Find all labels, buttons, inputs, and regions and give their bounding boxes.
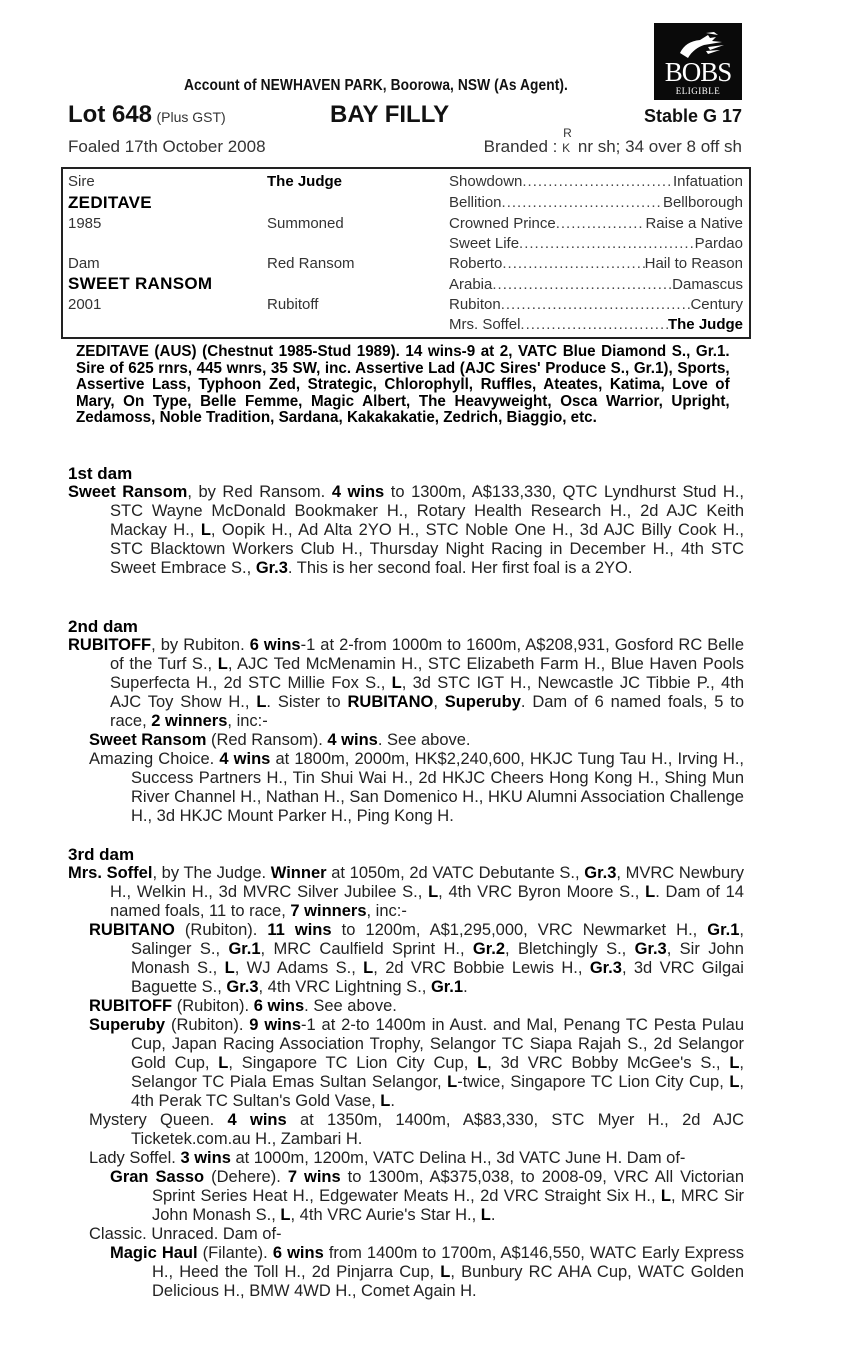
gen3-dam: The Judge bbox=[667, 316, 743, 333]
pedigree-gen3-row bbox=[449, 172, 743, 192]
listed-badge: L bbox=[363, 959, 374, 977]
listed-badge: L bbox=[477, 1054, 488, 1072]
bobs-eligible-logo bbox=[654, 23, 742, 100]
horse-name: Magic Haul bbox=[110, 1244, 198, 1262]
brand-mark-bottom: K bbox=[562, 141, 571, 155]
pedigree-gen3-row bbox=[449, 234, 743, 254]
listed-badge: L bbox=[224, 959, 235, 977]
sibling-name: Superuby bbox=[444, 693, 521, 711]
listed-badge: L bbox=[440, 1263, 451, 1281]
branded-details: nr sh; 34 over 8 off sh bbox=[577, 137, 742, 156]
wins-count: 9 wins bbox=[249, 1016, 301, 1034]
foal-entry: RUBITOFF (Rubiton). 6 wins. See above. bbox=[89, 997, 397, 1015]
gen3-sire: Sweet Life bbox=[449, 235, 520, 252]
sire-label: Sire bbox=[68, 173, 95, 190]
group-badge: Gr.3 bbox=[255, 559, 288, 577]
horse-name: Superuby bbox=[89, 1016, 166, 1034]
wins-count: 4 wins bbox=[327, 731, 378, 749]
gen3-sire: Arabia bbox=[449, 276, 493, 293]
gen3-dam: Hail to Reason bbox=[644, 255, 743, 272]
group-badge: Gr.3 bbox=[584, 864, 617, 882]
foaled-date: Foaled 17th October 2008 bbox=[68, 137, 266, 156]
wins-count: 4 wins bbox=[219, 750, 271, 768]
wins-count: 4 wins bbox=[227, 1111, 287, 1129]
sire-name: ZEDITAVE bbox=[68, 193, 152, 212]
horse-name: RUBITANO bbox=[89, 921, 175, 939]
wins-count: 6 wins bbox=[272, 1244, 324, 1262]
foal-entry: Amazing Choice. 4 wins at 1800m, 2000m, HK$2,240,600, HKJC Tung Tau H., Irving H., Success Partners H., Tin Shui Wai H., 2d HKJC Cheers Hong Kong H., Shing Mun River Channel H., Nathan H., San Domenico H., HKU Alumni Association Challenge H., 3d HKJC Mount Parker H., Ping Kong H. bbox=[89, 750, 744, 825]
gen3-dam: Raise a Native bbox=[645, 215, 743, 232]
pedigree-gen3-row bbox=[449, 295, 743, 315]
leader-dots bbox=[519, 234, 695, 254]
lot-number bbox=[68, 101, 226, 129]
pedigree-table bbox=[61, 167, 751, 339]
pedigree-gen3-row bbox=[449, 193, 743, 213]
listed-badge: L bbox=[729, 1073, 740, 1091]
pedigree-gen3-row bbox=[449, 275, 743, 295]
winners-count: 7 winners bbox=[290, 902, 367, 920]
gen3-dam: Bellborough bbox=[662, 194, 743, 211]
section-heading: 2nd dam bbox=[68, 617, 138, 636]
horse-name: Classic. Unraced. Dam of- bbox=[89, 1225, 282, 1243]
wins-count: 11 wins bbox=[267, 921, 332, 939]
pedigree-gen3-row bbox=[449, 254, 743, 274]
horse-name: RUBITOFF bbox=[68, 636, 152, 654]
section-heading: 1st dam bbox=[68, 464, 133, 483]
leader-dots bbox=[501, 295, 691, 315]
horse-name: Sweet Ransom bbox=[68, 483, 188, 501]
sibling-name: RUBITANO bbox=[347, 693, 434, 711]
leader-dots bbox=[556, 214, 646, 234]
group-badge: Gr.3 bbox=[226, 978, 259, 996]
gen3-dam: Century bbox=[690, 296, 743, 313]
logo-subtitle: ELIGIBLE bbox=[675, 86, 721, 96]
listed-badge: L bbox=[447, 1073, 458, 1091]
wins-count: 6 wins bbox=[249, 636, 301, 654]
wins-count: 7 wins bbox=[287, 1168, 341, 1186]
horse-name: Mystery Queen. bbox=[89, 1111, 228, 1129]
listed-badge: L bbox=[218, 1054, 229, 1072]
vendor-account: Account of NEWHAVEN PARK, Boorowa, NSW (As Agent). bbox=[184, 77, 568, 94]
group-badge: Gr.2 bbox=[472, 940, 505, 958]
foal-entry: Mystery Queen. 4 wins at 1350m, 1400m, A$83,330, STC Myer H., 2d AJC Ticketek.com.au H., Zambari H. bbox=[89, 1111, 744, 1148]
horse-name: Gran Sasso bbox=[110, 1168, 205, 1186]
dam-entry: Mrs. Soffel, by The Judge. Winner at 1050m, 2d VATC Debutante S., Gr.3, MVRC Newbury H., Welkin H., 3d MVRC Silver Jubilee S., L, 4th VRC Byron Moore S., L. Dam of 14 named foals, 11 to race, 7 winners, inc:- bbox=[68, 864, 744, 920]
group-badge: Gr.3 bbox=[589, 959, 622, 977]
horse-name: Sweet Ransom bbox=[89, 731, 207, 749]
horse-name: RUBITOFF bbox=[89, 997, 173, 1015]
listed-badge: L bbox=[729, 1054, 740, 1072]
leader-dots bbox=[520, 315, 668, 335]
group-badge: Gr.1 bbox=[707, 921, 740, 939]
dam-entry: Sweet Ransom, by Red Ransom. 4 wins to 1300m, A$133,330, QTC Lyndhurst Stud H., STC Wayne McDonald Bookmaker H., Rotary Health Research H., 2d AJC Keith Mackay H., L, Oopik H., Ad Alta 2YO H., STC Noble One H., 3d AJC Billy Cook H., STC Blacktown Workers Club H., Thursday Night Racing in December H., 4th STC Sweet Embrace S., Gr.3. This is her second foal. Her first foal is a 2YO. bbox=[68, 483, 745, 577]
foal-entry: Superuby (Rubiton). 9 wins-1 at 2-to 1400m in Aust. and Mal, Penang TC Pesta Pulau Cup, Japan Racing Association Trophy, Selangor TC Siapa Rajah S., 2d Selangor Gold Cup, L, Singapore TC Lion City Cup, L, 3d VRC Bobby McGee's S., L, Selangor TC Piala Emas Sultan Selangor, L-twice, Singapore TC Lion City Cup, L, 4th Perak TC Sultan's Gold Vase, L. bbox=[89, 1016, 744, 1110]
leader-dots bbox=[502, 254, 644, 274]
gen3-sire: Showdown bbox=[449, 173, 523, 190]
leader-dots bbox=[522, 172, 673, 192]
gen3-dam: Infatuation bbox=[672, 173, 743, 190]
logo-title: BOBS bbox=[664, 57, 732, 87]
horse-name: Mrs. Soffel bbox=[68, 864, 153, 882]
pedigree-gen3-row bbox=[449, 214, 743, 234]
foal-entry: RUBITANO (Rubiton). 11 wins to 1200m, A$1,295,000, VRC Newmarket H., Gr.1, Salinger S., Gr.1, MRC Caulfield Sprint H., Gr.2, Bletchingly S., Gr.3, Sir John Monash S., L, WJ Adams S., L, 2d VRC Bobbie Lewis H., Gr.3, 3d VRC Gilgai Baguette S., Gr.3, 4th VRC Lightning S., Gr.1. bbox=[89, 921, 744, 996]
foal-entry: Lady Soffel. 3 wins at 1000m, 1200m, VATC Delina H., 3d VATC June H. Dam of- bbox=[89, 1149, 686, 1167]
horse-name: Amazing Choice. bbox=[89, 750, 220, 768]
gen3-sire: Rubiton bbox=[449, 296, 501, 313]
group-badge: Gr.1 bbox=[228, 940, 261, 958]
dam-entry: RUBITOFF, by Rubiton. 6 wins-1 at 2-from 1000m to 1600m, A$208,931, Gosford RC Belle of the Turf S., L, AJC Ted McMenamin H., STC Elizabeth Farm H., Blue Haven Pools Superfecta H., 2d STC Millie Fox S., L, 3d STC IGT H., Newcastle JC Tibbie P., 4th AJC Toy Show H., L. Sister to RUBITANO, Superuby. Dam of 6 named foals, 5 to race, 2 winners, inc:- bbox=[68, 636, 745, 730]
gen3-sire: Roberto bbox=[449, 255, 503, 272]
brand-mark bbox=[562, 126, 573, 157]
section-heading: 3rd dam bbox=[68, 845, 135, 864]
pedigree-gen3-row bbox=[449, 315, 743, 335]
wins-count: 6 wins bbox=[253, 997, 305, 1015]
sire-sire: The Judge bbox=[267, 173, 343, 190]
sire-dam: Summoned bbox=[267, 215, 344, 232]
listed-badge: L bbox=[660, 1187, 671, 1205]
wins-count: 4 wins bbox=[331, 483, 385, 501]
dam-label: Dam bbox=[68, 255, 100, 272]
dam-name: SWEET RANSOM bbox=[68, 274, 213, 293]
lot-label: Lot 648 bbox=[68, 101, 153, 128]
horse-head-icon bbox=[670, 31, 726, 59]
third-dam-section bbox=[68, 845, 744, 1301]
group-badge: Gr.3 bbox=[634, 940, 667, 958]
winners-count: 2 winners bbox=[151, 712, 228, 730]
horse-name: Lady Soffel. bbox=[89, 1149, 181, 1167]
first-dam-section bbox=[68, 464, 744, 578]
listed-badge: L bbox=[645, 883, 656, 901]
gen3-sire: Mrs. Soffel bbox=[449, 316, 521, 333]
foal-entry: Sweet Ransom (Red Ransom). 4 wins. See above. bbox=[89, 731, 471, 749]
gen3-sire: Crowned Prince bbox=[449, 215, 556, 232]
lot-gst-note: (Plus GST) bbox=[156, 109, 226, 125]
stable-location: Stable G 17 bbox=[643, 106, 742, 126]
leader-dots bbox=[502, 193, 663, 213]
sex-color: BAY FILLY bbox=[330, 101, 450, 128]
wins-count: Winner bbox=[270, 864, 327, 882]
wins-count: 3 wins bbox=[180, 1149, 231, 1167]
grandfoal-entry: Magic Haul (Filante). 6 wins from 1400m to 1700m, A$146,550, WATC Early Express H., Heed the Toll H., 2d Pinjarra Cup, L, Bunbury RC AHA Cup, WATC Golden Delicious H., BMW 4WD H., Comet Again H. bbox=[110, 1244, 744, 1300]
listed-badge: L bbox=[200, 521, 211, 539]
listed-badge: L bbox=[256, 693, 267, 711]
foal-entry bbox=[68, 1225, 744, 1244]
sire-year: 1985 bbox=[68, 215, 102, 232]
listed-badge: L bbox=[391, 674, 402, 692]
group-badge: Gr.1 bbox=[430, 978, 464, 996]
branded-label: Branded : bbox=[483, 137, 558, 156]
dam-dam: Rubitoff bbox=[267, 296, 319, 313]
second-dam-section bbox=[68, 617, 744, 826]
dam-sire: Red Ransom bbox=[267, 255, 355, 272]
brand-description bbox=[483, 126, 742, 157]
dam-year: 2001 bbox=[68, 296, 102, 313]
gen3-dam: Pardao bbox=[694, 235, 743, 252]
sire-summary: ZEDITAVE (AUS) (Chestnut 1985-Stud 1989). 14 wins-9 at 2, VATC Blue Diamond S., Gr.1. Sire of 625 rnrs, 445 wnrs, 35 SW, inc. Assertive Lad (AJC Sires' Produce S., Gr.1), Sports, Assertive Lass, Typhoon Zed, Strategic, Chlorophyll, Ruffles, Ateates, Katima, Love of Mary, On Type, Belle Femme, Magic Albert, The Heavyweight, Osca Warrior, Upright, Zedamoss, Noble Tradition, Sardana, Kakakakatie, Zedrich, Biaggio, etc. bbox=[76, 343, 730, 426]
gen3-dam: Damascus bbox=[672, 276, 743, 293]
listed-badge: L bbox=[380, 1092, 391, 1110]
listed-badge: L bbox=[480, 1206, 491, 1224]
grandfoal-entry: Gran Sasso (Dehere). 7 wins to 1300m, A$375,038, to 2008-09, VRC All Victorian Sprint Series Heat H., Edgewater Meats H., 2d VRC Straight Six H., L, MRC Sir John Monash S., L, 4th VRC Aurie's Star H., L. bbox=[110, 1168, 745, 1224]
leader-dots bbox=[492, 275, 672, 295]
gen3-sire: Bellition bbox=[449, 194, 502, 211]
listed-badge: L bbox=[217, 655, 228, 673]
listed-badge: L bbox=[280, 1206, 291, 1224]
brand-mark-top: R bbox=[563, 126, 572, 140]
listed-badge: L bbox=[428, 883, 439, 901]
